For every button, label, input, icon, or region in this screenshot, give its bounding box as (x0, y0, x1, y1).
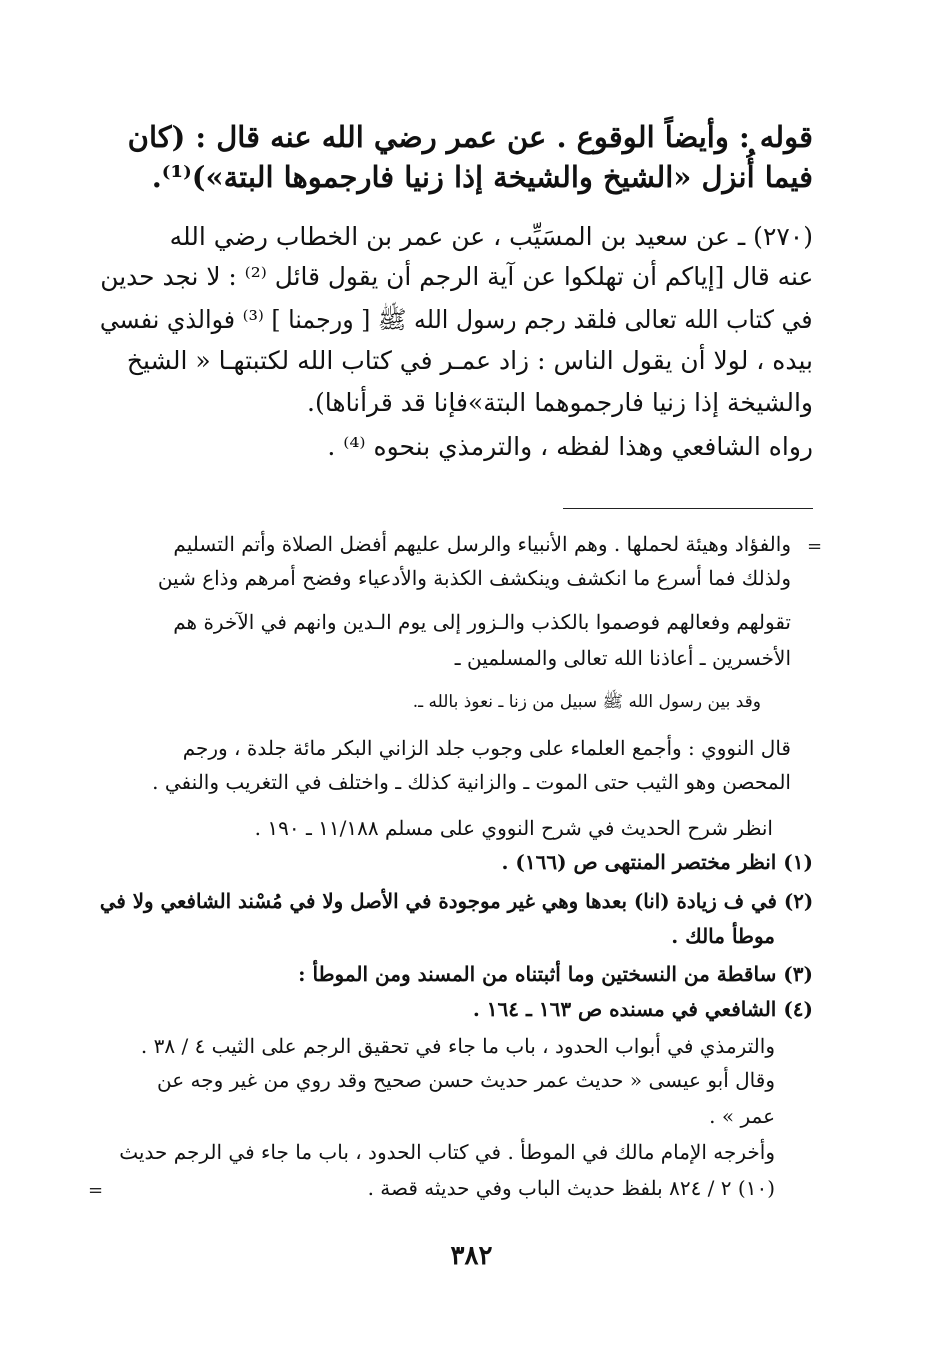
nawawi-line-2: المحصن وهو الثيب حتى الموت ـ والزانية كذلك ـ واختلف في التغريب والنفي . (152, 770, 791, 794)
footnote-4-line-3: عمر » . (709, 1104, 775, 1128)
hadith-line-1: (٢٧٠) ـ عن سعيد بن المسَيِّب ، عن عمر بن الخطاب رضي الله (169, 222, 813, 251)
footnote-4: (٤) الشافعي في مسنده ص ١٦٣ ـ ١٦٤ . (472, 997, 813, 1021)
hadith-line-5: والشيخة إذا زنيا فارجموهما البتة»فإنا قد قرأناها). (307, 388, 813, 417)
footnote-4-line-1: والترمذي في أبواب الحدود ، باب ما جاء في تحقيق الرجم على الثيب ٤ / ٣٨ . (140, 1034, 775, 1058)
footnote-2-line-1: (٢) في ف زيادة (انا) بعدها وهي غير موجودة في الأصل ولا في مُسْند الشافعي ولا في (99, 889, 813, 913)
footnote-cont-line-3: تقولهم وفعالهم فوصموا بالكذب والـزور إلى يوم الـدين وانهم في الآخرة هم (173, 610, 791, 634)
footnote-cont-line-1: والفؤاد وهيئة لحملها . وهم الأنبياء والرسل عليهم أفضل الصلاة وأتم التسليم (173, 532, 791, 556)
footnote-cont-line-2: ولذلك فما أسرع ما انكشف وينكشف الكذبة والأدعياء وفضح أمرهم وذاع شين (157, 566, 791, 590)
footnote-small-line: وقد بين رسول الله ﷺ سبيل من زنا ـ نعوذ بالله ـ. (412, 692, 761, 712)
hadith-line-2: عنه قال [إياكم أن تهلكوا عن آية الرجم أن يقول قائل ⁽²⁾ : لا نجد حدين (100, 262, 813, 291)
continuation-mark-top: = (807, 536, 823, 557)
reference-line: انظر شرح الحديث في شرح النووي على مسلم ١١/١٨٨ ـ ١٩٠ . (254, 816, 773, 840)
continuation-mark-bottom: = (88, 1180, 104, 1201)
page-number: ٣٨٢ (450, 1241, 493, 1271)
footnote-2-line-2: موطأ مالك . (671, 924, 775, 948)
footnote-4-line-2: وقال أبو عيسى « حديث عمر حديث حسن صحيح وقد روي من غير وجه عن (156, 1068, 775, 1092)
footnote-1: (١) انظر مختصر المنتهى ص (١٦٦) . (501, 850, 813, 874)
footnote-separator (563, 508, 813, 509)
footnote-4-line-5: (١٠) ٢ / ٨٢٤ بلفظ حديث الباب وفي حديثه قصة . (367, 1176, 775, 1200)
footnote-3: (٣) ساقطة من النسختين وما أثبتناه من المسند ومن الموطأ : (298, 962, 813, 986)
footnote-cont-line-4: الأخسرين ـ أعاذنا الله تعالى والمسلمين ـ (454, 646, 791, 670)
hadith-line-3: في كتاب الله تعالى فلقد رجم رسول الله ﷺ [ ورجمنا ] ⁽³⁾ فوالذي نفسي (100, 305, 813, 334)
heading-line-2: فيما أُنزل «الشيخ والشيخة إذا زنيا فارجموها البتة»)⁽¹⁾. (151, 160, 813, 194)
hadith-line-4: بيده ، لولا أن يقول الناس : زاد عمـر في كتاب الله لكتبتهـا « الشيخ (126, 346, 813, 375)
heading-line-1: قوله : وأيضاً الوقوع . عن عمر رضي الله عنه قال : (كان (127, 120, 813, 154)
narration-line: رواه الشافعي وهذا لفظه ، والترمذي بنحوه ⁽⁴⁾ . (327, 432, 813, 461)
footnote-4-line-4: وأخرجه الإمام مالك في الموطأ . في كتاب الحدود ، باب ما جاء في الرجم حديث (119, 1140, 775, 1164)
nawawi-line-1: قال النووي : وأجمع العلماء على وجوب جلد الزاني البكر مائة جلدة ، ورجم (182, 736, 791, 760)
